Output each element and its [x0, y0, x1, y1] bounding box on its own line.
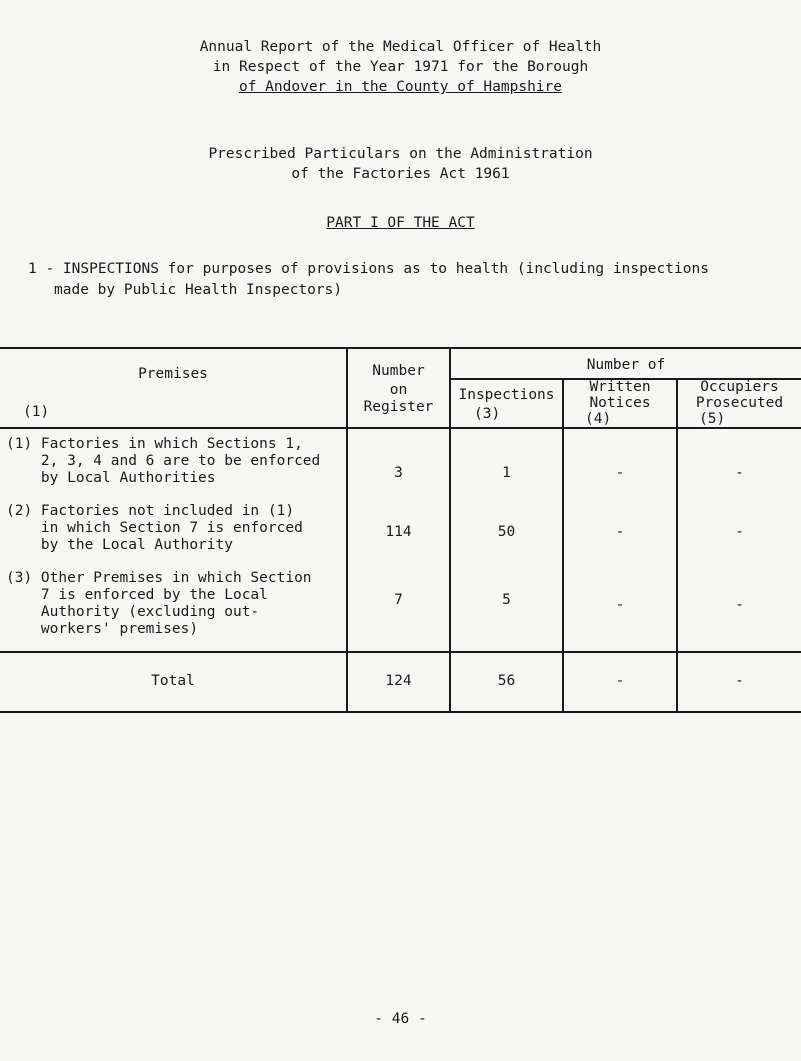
- row-2-notices: -: [615, 524, 625, 540]
- row-1-inspections: 1: [502, 465, 511, 481]
- total-prosecuted: -: [735, 673, 744, 689]
- total-notices: -: [615, 673, 625, 689]
- header-inspections-num: (3): [474, 406, 501, 422]
- row-1-premises-line-2: 2, 3, 4 and 6 are to be enforced: [6, 453, 321, 469]
- header-notices-num: (4): [585, 411, 612, 427]
- row-3-premises-line-2: 7 is enforced by the Local: [6, 587, 268, 603]
- row-2-premises-line-1: (2) Factories not included in (1): [6, 503, 295, 519]
- row-1-prosecuted: -: [735, 465, 744, 481]
- subheading-line-2: of the Factories Act 1961: [291, 166, 510, 182]
- report-title-line-2: in Respect of the Year 1971 for the Borough: [212, 59, 589, 75]
- row-2-premises-line-2: in which Section 7 is enforced: [6, 520, 303, 536]
- row-2-premises: [6, 503, 303, 554]
- row-1-register: 3: [394, 465, 403, 481]
- header-occupiers-1: Occupiers: [700, 379, 779, 395]
- page-number: - 46 -: [374, 1011, 427, 1027]
- col-divider-3: [562, 378, 564, 713]
- section-heading-line-1: 1 - INSPECTIONS for purposes of provisions as to health (including inspections: [28, 261, 709, 277]
- header-bottom-rule: [0, 427, 801, 429]
- row-3-inspections: 5: [502, 592, 511, 608]
- row-2-inspections: 50: [497, 524, 516, 540]
- subheading-line-1: Prescribed Particulars on the Administration: [208, 146, 593, 162]
- header-premises: Premises: [138, 366, 208, 382]
- header-occupiers-num: (5): [699, 411, 726, 427]
- row-1-notices: -: [615, 465, 625, 481]
- row-3-premises: [6, 570, 312, 638]
- total-label: Total: [151, 673, 195, 689]
- row-2-register: 114: [385, 524, 412, 540]
- row-1-premises-line-3: by Local Authorities: [6, 470, 216, 486]
- row-3-premises-line-4: workers' premises): [6, 621, 199, 637]
- row-3-register: 7: [394, 592, 403, 608]
- row-3-premises-line-3: Authority (excluding out-: [6, 604, 260, 620]
- header-occupiers-2: Prosecuted: [695, 395, 784, 411]
- row-3-prosecuted: -: [735, 597, 744, 613]
- total-register: 124: [385, 673, 412, 689]
- header-register-1: Number: [372, 363, 425, 379]
- table-top-rule: [0, 347, 801, 349]
- header-inspections: Inspections: [458, 387, 555, 403]
- header-register-3: Register: [363, 399, 434, 415]
- row-3-premises-line-1: (3) Other Premises in which Section: [6, 570, 312, 586]
- row-3-notices: -: [615, 597, 625, 613]
- header-number-of: Number of: [586, 357, 666, 373]
- row-1-premises-line-1: (1) Factories in which Sections 1,: [6, 436, 303, 452]
- col-divider-4: [676, 378, 678, 713]
- part-title: PART I OF THE ACT: [326, 215, 475, 231]
- header-notices-1: Written: [589, 379, 651, 395]
- report-title-line-1: Annual Report of the Medical Officer of Health: [199, 39, 602, 55]
- header-register-2: on: [389, 382, 408, 398]
- section-heading-line-2: made by Public Health Inspectors): [54, 282, 343, 298]
- body-bottom-rule: [0, 651, 801, 653]
- table-bottom-rule: [0, 711, 801, 713]
- row-2-prosecuted: -: [735, 524, 744, 540]
- total-inspections: 56: [497, 673, 516, 689]
- header-notices-2: Notices: [589, 395, 651, 411]
- row-2-premises-line-3: by the Local Authority: [6, 537, 233, 553]
- report-title-line-3: of Andover in the County of Hampshire: [238, 79, 562, 95]
- header-premises-num: (1): [23, 404, 50, 420]
- row-1-premises: [6, 436, 320, 487]
